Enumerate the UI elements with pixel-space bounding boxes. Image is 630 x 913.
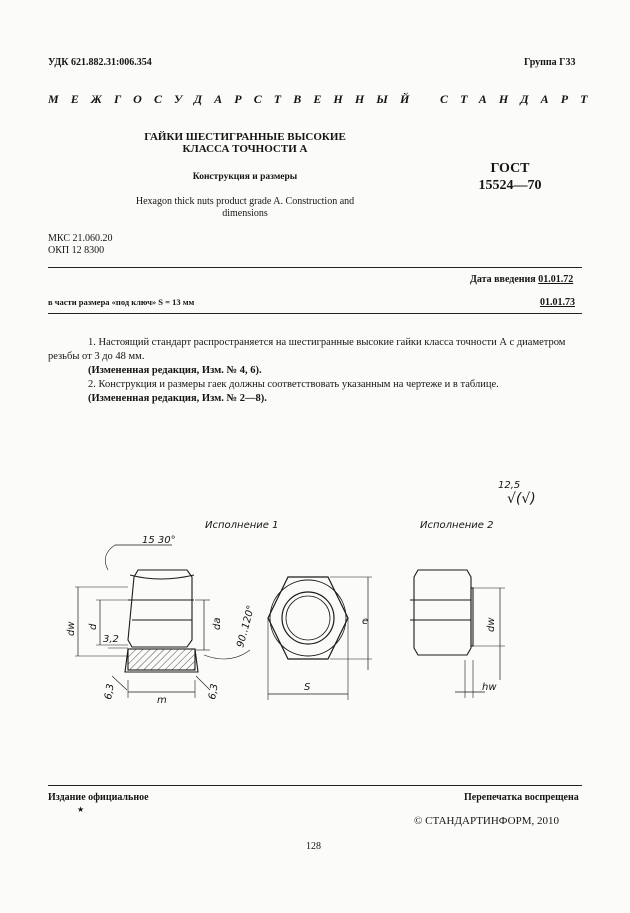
document-title: ГАЙКИ ШЕСТИГРАННЫЕ ВЫСОКИЕ КЛАССА ТОЧНОСТИ А <box>144 131 346 155</box>
top-view-hexagon <box>268 577 372 700</box>
mks-code: МКС 21.060.20 <box>48 233 113 244</box>
chamfer-angle: 15 30° <box>142 535 176 546</box>
divider <box>48 313 582 314</box>
udk-code: УДК 621.882.31:006.354 <box>48 57 152 68</box>
dim-6-3-left: 6,3 <box>103 682 117 701</box>
official-edition: Издание официальное <box>48 792 149 803</box>
clause-2: 2. Конструкция и размеры гаек должны соответствовать указанным на чертеже и в таблице. <box>88 379 499 390</box>
gost-number: 15524—70 <box>478 178 542 193</box>
variant-2-view <box>410 570 505 698</box>
dim-d: d <box>88 623 99 630</box>
dim-3-2: 3,2 <box>103 634 119 645</box>
dim-hw: hw <box>482 682 497 693</box>
english-title: Hexagon thick nuts product grade A. Construction and dimensions <box>135 196 355 219</box>
gost-label: ГОСТ <box>490 161 530 176</box>
clause-2-note: (Измененная редакция, Изм. № 2—8). <box>88 393 267 404</box>
dim-e: e <box>362 616 369 627</box>
group-code: Группа Г33 <box>524 57 576 68</box>
intro-date <box>470 274 573 285</box>
roughness-mark <box>498 480 536 507</box>
classification-codes <box>48 233 112 257</box>
variant-1-section <box>75 545 250 698</box>
reprint-notice: Перепечатка воспрещена <box>464 792 579 803</box>
dim-dw: dw <box>66 621 77 636</box>
dim-S: S <box>304 682 311 693</box>
dim-6-3-right: 6,3 <box>207 682 221 701</box>
document-subtitle: Конструкция и размеры <box>192 172 298 182</box>
clause-1-note: (Измененная редакция, Изм. № 4, 6). <box>88 365 262 376</box>
dim-da: da <box>212 617 223 630</box>
banner-standard: СТАНДАРТ <box>440 92 600 106</box>
footer-divider <box>48 785 582 786</box>
intro-date-value: 01.01.72 <box>538 274 574 285</box>
technical-drawing <box>0 470 630 710</box>
clause-1: 1. Настоящий стандарт распространяется на шестигранные высокие гайки класса точности А с диаметром резьбы от 3 до 48 мм. <box>48 337 566 362</box>
copyright: © СТАНДАРТИНФОРМ, 2010 <box>414 815 559 827</box>
banner-interstate: МЕЖГОСУДАРСТВЕННЫЙ <box>48 92 422 106</box>
roughness-value: 12,5 <box>498 480 521 491</box>
part-date-value: 01.01.73 <box>540 297 575 308</box>
dim-dw-v2: dw <box>486 617 497 632</box>
okp-code: ОКП 12 8300 <box>48 245 105 256</box>
page-number: 128 <box>306 841 321 852</box>
variant-2-label: Исполнение 2 <box>420 520 494 531</box>
countersink-angle: 90..120° <box>235 604 258 649</box>
variant-1-label: Исполнение 1 <box>205 520 279 531</box>
roughness-symbol: √(√) <box>507 491 536 507</box>
divider <box>48 267 582 268</box>
intro-date-label: Дата введения <box>470 274 536 285</box>
part-date-text: в части размера «под ключ» S = 13 мм <box>48 297 195 307</box>
star-mark: ★ <box>77 805 85 814</box>
dim-m: m <box>157 695 167 706</box>
body-text <box>48 336 582 406</box>
